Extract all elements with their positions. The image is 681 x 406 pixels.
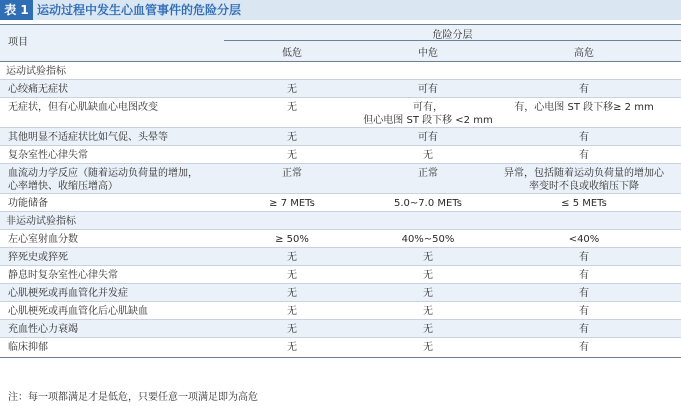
high-risk-cell: ≤ 5 METs — [561, 198, 607, 209]
row-label: 血流动力学反应（随着运动负荷量的增加， 心率增快、收缩压增高） — [8, 168, 198, 192]
high-risk-cell: 有 — [579, 270, 589, 281]
high-risk-cell: 有 — [579, 288, 589, 299]
table-row — [0, 194, 681, 212]
table-row — [0, 266, 681, 284]
low-risk-cell: 无 — [287, 270, 297, 281]
mid-risk-cell: 无 — [423, 288, 433, 299]
header-risk-group: 危险分层 — [432, 30, 473, 41]
high-risk-cell: 有 — [579, 342, 589, 353]
table-note: 注：每一项都满足才是低危，只要任意一项满足即为高危 — [8, 392, 258, 403]
table-row — [0, 146, 681, 164]
table-row — [0, 248, 681, 266]
table-number: 表 1 — [0, 0, 33, 20]
table-row — [0, 284, 681, 302]
row-label: 左心室射血分数 — [8, 234, 78, 245]
high-risk-cell: 有 — [579, 306, 589, 317]
header-item: 项目 — [8, 37, 28, 48]
risk-table — [0, 24, 681, 358]
low-risk-cell: 无 — [287, 324, 297, 335]
table-row — [0, 302, 681, 320]
mid-risk-cell: 无 — [423, 150, 433, 161]
low-risk-cell: 正常 — [282, 168, 302, 179]
table-row — [0, 98, 681, 128]
title-bar — [0, 0, 681, 20]
mid-risk-cell: 无 — [423, 342, 433, 353]
low-risk-cell: 无 — [287, 288, 297, 299]
row-label: 充血性心力衰竭 — [8, 324, 78, 335]
high-risk-cell: 有，心电图 ST 段下移≥ 2 mm — [514, 102, 654, 113]
low-risk-cell: 无 — [287, 342, 297, 353]
row-label: 心肌梗死或再血管化后心肌缺血 — [8, 306, 148, 317]
table-row — [0, 80, 681, 98]
high-risk-cell: 有 — [579, 252, 589, 263]
mid-risk-cell: 可有， 但心电图 ST 段下移 <2 mm — [363, 102, 493, 126]
header-divider — [224, 40, 681, 41]
section-label: 非运动试验指标 — [6, 216, 76, 227]
mid-risk-cell: 无 — [423, 270, 433, 281]
table-row — [0, 230, 681, 248]
mid-risk-cell: 无 — [423, 306, 433, 317]
table-header — [0, 25, 681, 62]
row-label: 功能储备 — [8, 198, 48, 209]
high-risk-cell: 有 — [579, 324, 589, 335]
table-row — [0, 320, 681, 338]
table-row — [0, 338, 681, 358]
header-mid: 中危 — [418, 48, 438, 59]
high-risk-cell: <40% — [568, 234, 600, 245]
low-risk-cell: ≥ 7 METs — [269, 198, 315, 209]
low-risk-cell: 无 — [287, 84, 297, 95]
mid-risk-cell: 可有 — [418, 132, 438, 143]
low-risk-cell: 无 — [287, 132, 297, 143]
mid-risk-cell: 无 — [423, 324, 433, 335]
section-label: 运动试验指标 — [6, 66, 66, 77]
row-label: 心肌梗死或再血管化并发症 — [8, 288, 128, 299]
table-body — [0, 62, 681, 358]
low-risk-cell: ≥ 50% — [275, 234, 309, 245]
table-title: 运动过程中发生心血管事件的危险分层 — [37, 3, 242, 17]
header-low: 低危 — [282, 48, 302, 59]
low-risk-cell: 无 — [287, 252, 297, 263]
mid-risk-cell: 正常 — [418, 168, 438, 179]
low-risk-cell: 无 — [287, 102, 297, 113]
high-risk-cell: 有 — [579, 150, 589, 161]
section-row — [0, 62, 681, 80]
row-label: 其他明显不适症状比如气促、头晕等 — [8, 132, 168, 143]
section-row — [0, 212, 681, 230]
mid-risk-cell: 40%~50% — [401, 234, 455, 245]
row-label: 临床抑郁 — [8, 342, 48, 353]
row-label: 静息时复杂室性心律失常 — [8, 270, 118, 281]
table-row — [0, 164, 681, 194]
mid-risk-cell: 无 — [423, 252, 433, 263]
high-risk-cell: 异常，包括随着运动负荷量的增加心 率变时不良或收缩压下降 — [504, 168, 664, 192]
high-risk-cell: 有 — [579, 132, 589, 143]
table-row — [0, 128, 681, 146]
row-label: 猝死史或猝死 — [8, 252, 68, 263]
row-label: 无症状，但有心肌缺血心电图改变 — [8, 102, 158, 113]
low-risk-cell: 无 — [287, 150, 297, 161]
row-label: 复杂室性心律失常 — [8, 150, 88, 161]
mid-risk-cell: 可有 — [418, 84, 438, 95]
high-risk-cell: 有 — [579, 84, 589, 95]
row-label: 心绞痛无症状 — [8, 84, 68, 95]
mid-risk-cell: 5.0~7.0 METs — [394, 198, 462, 209]
header-high: 高危 — [574, 48, 594, 59]
low-risk-cell: 无 — [287, 306, 297, 317]
